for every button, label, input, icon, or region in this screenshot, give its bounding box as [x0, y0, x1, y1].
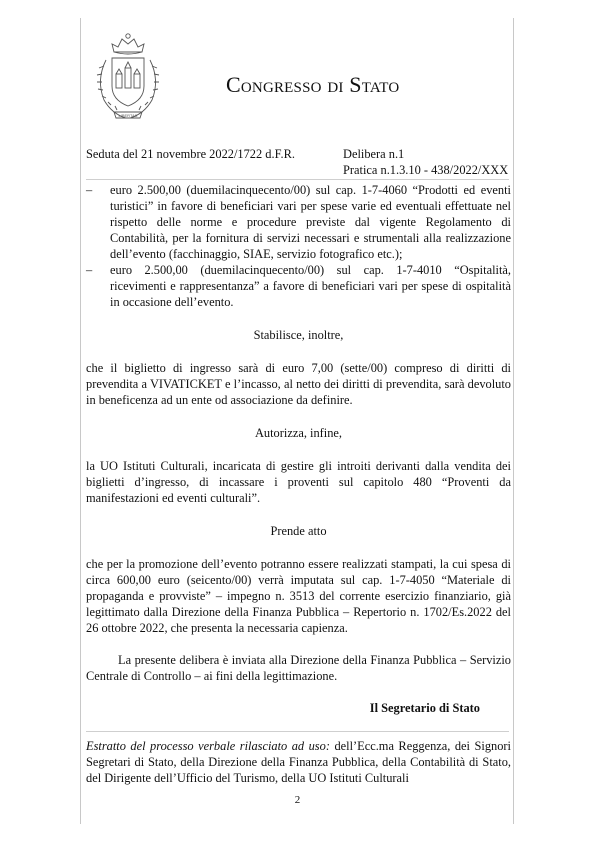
left-margin-line: [80, 18, 81, 824]
bullet-dash: –: [86, 263, 93, 277]
bullet-item: [86, 182, 511, 262]
coat-of-arms-emblem: [92, 30, 164, 126]
header-divider: [86, 179, 509, 180]
paragraph-inviata: La presente delibera è inviata alla Direzione della Finanza Pubblica – Servizio Centrale di Controllo – ai fini della legittimazione.: [86, 653, 511, 683]
delibera-number: Delibera n.1: [343, 147, 405, 161]
paragraph-uo: la UO Istituti Culturali, incaricata di gestire gli introiti derivanti dalla vendita dei biglietti d’ingresso, di incassare i proventi sul capitolo 480 “Proventi da manifestazioni ed eventi culturali”.: [86, 459, 511, 505]
bullet-dash: –: [86, 183, 93, 197]
document-title: Congresso di Stato: [226, 72, 400, 97]
extract-label: Estratto del processo verbale rilasciato ad uso:: [86, 739, 330, 753]
heading-autorizza: Autorizza, infine,: [254, 426, 343, 440]
emblem-motto: LIBERTAS: [118, 113, 138, 118]
paragraph-biglietto: che il biglietto di ingresso sarà di euro 7,00 (sette/00) compreso di diritti di prevendita a VIVATICKET e l’incasso, al netto dei diritti di prevendita, sarà devoluto in beneficenza ad un ente od associazione da definire.: [86, 361, 511, 407]
footer-divider: [86, 731, 509, 732]
session-info: [86, 146, 295, 162]
page-number: 2: [294, 794, 301, 806]
bullet-item: [86, 262, 511, 310]
delibera-info: [343, 146, 508, 178]
document-body: [86, 182, 511, 716]
heading-stabilisce: Stabilisce, inoltre,: [253, 328, 344, 342]
session-date: Seduta del 21 novembre 2022/1722 d.F.R.: [86, 147, 295, 161]
pratica-number: Pratica n.1.3.10 - 438/2022/XXX: [343, 163, 509, 177]
right-margin-line: [513, 18, 514, 824]
extract-text: dell’Ecc.ma Reggenza, dei Signori Segretari di Stato, della Direzione della Finanza Pubblica, della Contabilità di Stato, del Dirigente dell’Ufficio del Turismo, della UO Istituti Culturali: [86, 739, 511, 785]
bullet-text: euro 2.500,00 (duemilacinquecento/00) sul cap. 1-7-4060 “Prodotti ed eventi turistici” in favore di beneficiari vari per spese varie ed eventuali effettuate nel rispetto delle norme e procedure previste dal vigente Regolamento di Contabilità, per la fornitura di servizi necessari e strumentali alla realizzazione dell’evento (facchinaggio, SIAE, servizio fotografico etc.);: [110, 183, 511, 261]
extract-note: [86, 738, 511, 786]
signature-line: Il Segretario di Stato: [369, 701, 480, 715]
heading-prende-atto: Prende atto: [270, 524, 327, 538]
paragraph-promozione: che per la promozione dell’evento potranno essere realizzati stampati, la cui spesa di circa 600,00 euro (seicento/00) verrà imputata sul cap. 1-7-4050 “Materiale di propaganda e provviste” – impegno n. 3513 del corrente esercizio finanziario, già legittimato dalla Direzione della Finanza Pubblica – Repertorio n. 1702/Es.2022 del 26 ottobre 2022, che presenta la necessaria capienza.: [86, 557, 511, 635]
bullet-text: euro 2.500,00 (duemilacinquecento/00) sul cap. 1-7-4010 “Ospitalità, ricevimenti e rappresentanza” a favore di beneficiari vari per spese di ospitalità in occasione dell’evento.: [110, 263, 511, 309]
